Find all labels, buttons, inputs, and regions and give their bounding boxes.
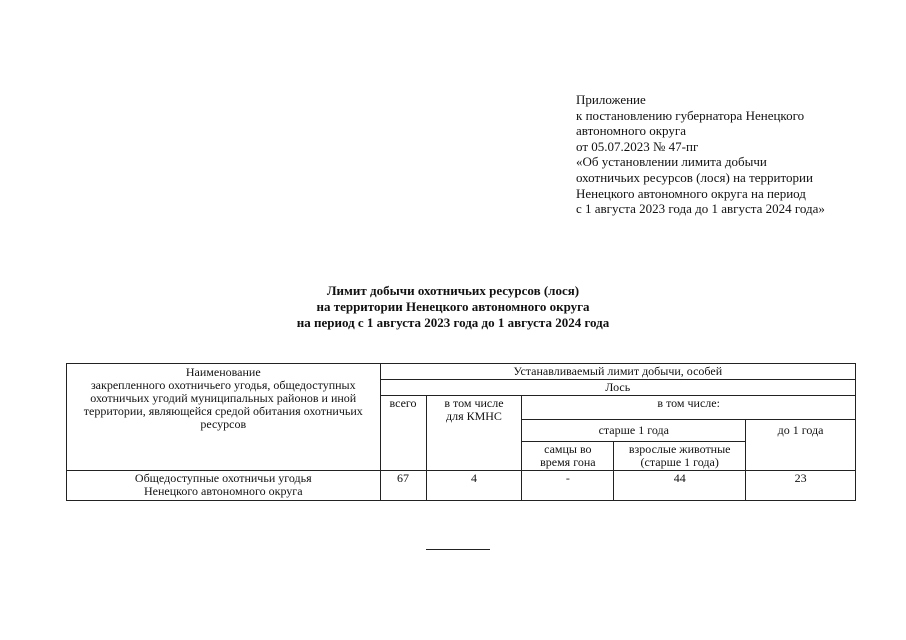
males-header: самцы во время гона [522, 442, 614, 471]
appendix-line: к постановлению губернатора Ненецкого [576, 107, 805, 123]
appendix-line: «Об установлении лимита добычи [576, 154, 767, 170]
row-adults: 44 [614, 471, 746, 501]
separator-line [426, 549, 490, 550]
species-header: Лось [380, 380, 855, 396]
adults-header: взрослые животные (старше 1 года) [614, 442, 746, 471]
title-line: на территории Ненецкого автономного округа [316, 299, 590, 314]
row-males: - [522, 471, 614, 501]
older-header: старше 1 года [522, 420, 746, 442]
appendix-block [576, 92, 876, 217]
document-title [0, 283, 906, 331]
limits-table [66, 363, 856, 501]
appendix-line: автономного округа [576, 123, 686, 139]
including-header: в том числе: [522, 396, 856, 420]
table-header-row [67, 364, 856, 380]
row-kmns: 4 [426, 471, 522, 501]
appendix-line: с 1 августа 2023 года до 1 августа 2024 года» [576, 201, 825, 217]
row-name: Общедоступные охотничьи угодья Ненецкого автономного округа [67, 471, 381, 501]
appendix-line: от 05.07.2023 № 47-пг [576, 138, 699, 154]
under-header: до 1 года [746, 420, 856, 471]
row-total: 67 [380, 471, 426, 501]
limit-header: Устанавливаемый лимит добычи, особей [380, 364, 855, 380]
appendix-line: Ненецкого автономного округа на период [576, 185, 806, 201]
name-column-header: Наименование закрепленного охотничьего угодья, общедоступных охотничьих угодий муниципальных районов и иной территории, являющейся средой обитания охотничьих ресурсов [67, 364, 381, 471]
title-line: Лимит добычи охотничьих ресурсов (лося) [326, 283, 580, 298]
appendix-line: охотничьих ресурсов (лося) на территории [576, 169, 813, 185]
table-row [67, 471, 856, 501]
total-header: всего [380, 396, 426, 471]
row-under: 23 [746, 471, 856, 501]
appendix-line: Приложение [576, 92, 646, 107]
kmns-header: в том числе для КМНС [426, 396, 522, 471]
title-line: на период с 1 августа 2023 года до 1 августа 2024 года [296, 315, 610, 330]
